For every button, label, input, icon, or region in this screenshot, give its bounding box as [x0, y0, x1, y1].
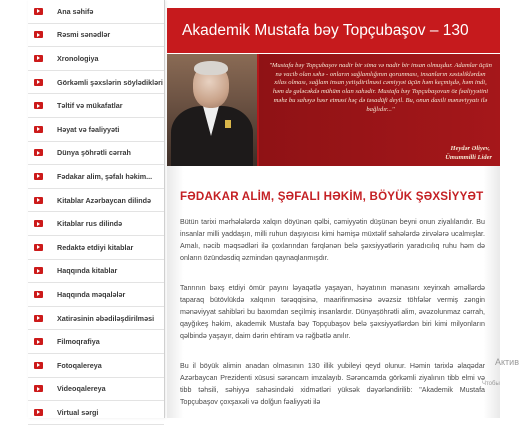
sidebar-item-label: Kitablar Azərbaycan dilində — [57, 195, 151, 205]
play-arrow-icon — [34, 55, 43, 62]
sidebar-item[interactable] — [28, 260, 164, 284]
sidebar-item-label: Kitablar rus dilində — [57, 219, 123, 229]
sidebar-item[interactable] — [28, 24, 164, 48]
sidebar-item[interactable] — [28, 71, 164, 95]
play-arrow-icon — [34, 197, 43, 204]
play-arrow-icon — [34, 338, 43, 345]
sidebar-item-label: Fədakar alim, şəfalı həkim... — [57, 171, 153, 181]
play-arrow-icon — [34, 409, 43, 416]
activation-watermark: Актив — [495, 357, 519, 367]
main-area — [165, 0, 500, 418]
portrait-hair — [194, 61, 228, 75]
quote-author: Heydər Əliyev, — [450, 145, 490, 152]
sidebar-item[interactable] — [28, 94, 164, 118]
sidebar-item-label: Təltif və mükafatlar — [57, 101, 123, 111]
sidebar-item[interactable] — [28, 354, 164, 378]
sidebar-item-label: Redaktə etdiyi kitablar — [57, 242, 134, 252]
play-arrow-icon — [34, 173, 43, 180]
sidebar-item[interactable] — [28, 165, 164, 189]
article-content — [167, 166, 500, 418]
article-paragraph: Tanrının bəxş etdiyi ömür payını ləyaqətlə yaşayan, həyatının mənasını xeyirxah əməllərdə taparaq bütövlükdə xalqının tərəqqisinə, maarifinməsinə əvəzsiz töhfələr vermiş zəngin mənəviyyat sahibləri bu baxımdan seçilmiş insanlardır. Dünyaşöhrətli alim, əvəzolunmaz cərrah, qayğıkeş həkim, akademik Mustafa bəy Topçubaşov belə şəxsiyyətlərdən biri kimi milyonların qəlbində yaşayır, daim dərin ehtiram və rəğbətlə anılır. — [180, 284, 485, 340]
sidebar-item-label: Xatirəsinin əbədiləşdirilməsi — [57, 313, 155, 323]
sidebar-item-label: Virtual sərgi — [57, 407, 99, 417]
banner-title: Akademik Mustafa bəy Topçubaşov – 130 — [182, 21, 469, 39]
play-arrow-icon — [34, 126, 43, 133]
play-arrow-icon — [34, 102, 43, 109]
play-arrow-icon — [34, 385, 43, 392]
play-arrow-icon — [34, 31, 43, 38]
sidebar-item-label: Xronologiya — [57, 53, 99, 63]
article-heading: FƏDAKAR ALİM, ŞƏFALI HƏKİM, BÖYÜK ŞƏXSİYYƏT — [180, 190, 484, 203]
sidebar-item[interactable] — [28, 118, 164, 142]
sidebar-item[interactable] — [28, 307, 164, 331]
play-arrow-icon — [34, 291, 43, 298]
sidebar-item[interactable] — [28, 189, 164, 213]
sidebar-item-label: Videoqalereya — [57, 384, 106, 394]
banner-photo-row — [167, 54, 500, 166]
sidebar-nav — [28, 0, 165, 418]
sidebar-item[interactable] — [28, 330, 164, 354]
quote-panel — [259, 54, 500, 166]
sidebar-item-label: Haqqında kitablar — [57, 266, 118, 276]
sidebar-item-label: Görkəmli şəxslərin söylədikləri — [57, 77, 163, 87]
quote-author-role: Ümummilli Lider — [445, 154, 492, 161]
sidebar-item-label: Həyat və fəaliyyəti — [57, 124, 120, 134]
quote-text: "Mustafa bəy Topçubaşov nadir bir sima və nadir bir insan olmuşdur. Adamlar üçün nə vacib olan səhə - onların sağlamlığının qorunması, insanların xəstəliklərdən xilas olması, sağlam insan yetişdirilməsi cəmiyyət üçün həm keçmişdə, həm indi, həm də gələcəkdə mühüm olan sahədir. Mustafa bəy Topçubaşovun öz fəaliyyətini məhz bu sahəyə həsr etməsi həç də təsadüfi deyil. Bu, onun daxili mənəviyyatı ilə bağlıdır..." — [269, 62, 492, 113]
play-arrow-icon — [34, 267, 43, 274]
sidebar-item[interactable] — [28, 236, 164, 260]
play-arrow-icon — [34, 79, 43, 86]
portrait-photo — [167, 54, 257, 166]
play-arrow-icon — [34, 149, 43, 156]
portrait-medal — [225, 120, 231, 128]
sidebar-item-label: Filmoqrafiya — [57, 337, 100, 347]
play-arrow-icon — [34, 315, 43, 322]
sidebar-item[interactable] — [28, 47, 164, 71]
sidebar-item[interactable] — [28, 142, 164, 166]
sidebar-item[interactable] — [28, 401, 164, 425]
sidebar-item-label: Rəsmi sənədlər — [57, 30, 111, 40]
sidebar-item-label: Ana səhifə — [57, 6, 94, 16]
sidebar-item-label: Haqqında məqalələr — [57, 289, 126, 299]
article-paragraph: Bu il böyük alimin anadan olmasının 130 illik yubileyi qeyd olunur. Həmin tarixlə əlaqədar Azərbaycan Prezidenti xüsusi sərəncam imzalayıb. Sərəncamda görkəmli ziyalının tibb elmi və tibb təhsili, səhiyyə sahəsindəki xidmətləri yüksək dəyərləndirilib: "Akademik Mustafa Topçubaşov çoxşaxəli və dolğun fəaliyyəti ilə — [180, 362, 485, 406]
play-arrow-icon — [34, 244, 43, 251]
play-arrow-icon — [34, 8, 43, 15]
sidebar-item[interactable] — [28, 283, 164, 307]
play-arrow-icon — [34, 220, 43, 227]
activation-watermark-sub: Чтобы — [482, 381, 500, 387]
banner-title-bar — [167, 8, 500, 53]
sidebar-item-label: Dünya şöhrətli cərrah — [57, 148, 131, 158]
sidebar-item[interactable] — [28, 0, 164, 24]
sidebar-item[interactable] — [28, 212, 164, 236]
article-paragraph: Bütün tarixi mərhələlərdə xalqın döyünən qəlbi, cəmiyyətin düşünən beyni onun ziyalılarıdır. Bu insanlar milli yaddaşın, milli ruhun daşıyıcısı kimi həmişə müxtəlif sahələrdə zirvələrə ucalmışlar. Amalı, nəcib məqsədləri ilə çoxlarından fərqlənən belə şəxsiyyətlərin yaradıcılıq ruhu həm də onların özündəsdiq əzmindən qaynaqlanmışdır. — [180, 218, 485, 262]
play-arrow-icon — [34, 362, 43, 369]
sidebar-item-label: Fotoqalereya — [57, 360, 102, 370]
sidebar-item[interactable] — [28, 378, 164, 402]
